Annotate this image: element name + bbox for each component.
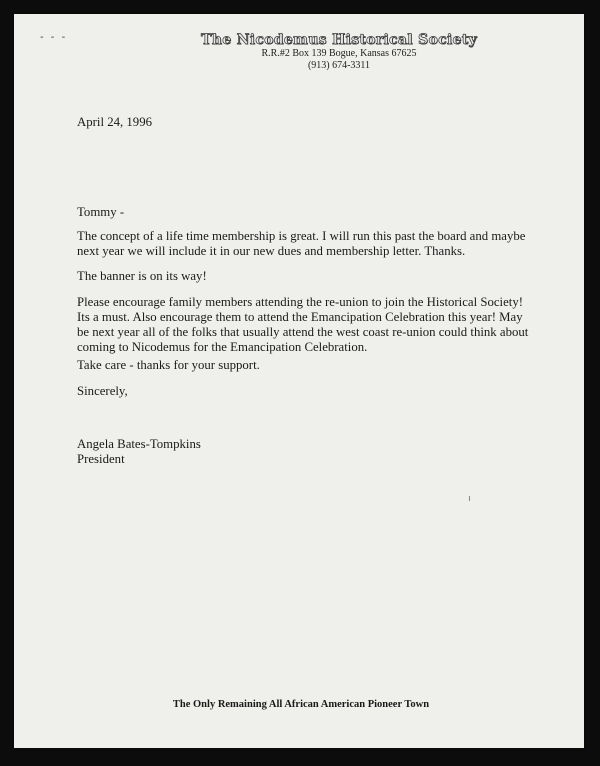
closing: Sincerely,: [77, 384, 128, 398]
signer-name: Angela Bates-Tompkins: [77, 437, 201, 451]
paragraph-thanks: Take care - thanks for your support.: [77, 358, 260, 372]
paragraph-banner: The banner is on its way!: [77, 269, 207, 283]
letterhead: [14, 32, 584, 72]
salutation: Tommy -: [77, 205, 125, 219]
paper-speck: [469, 496, 470, 501]
organization-address: R.R.#2 Box 139 Bogue, Kansas 67625: [261, 48, 417, 59]
paragraph-membership: The concept of a life time membership is great. I will run this past the board and maybe next year we will include it in our new dues and membership letter. Thanks.: [77, 229, 526, 258]
letter-date: April 24, 1996: [77, 115, 153, 129]
organization-phone: (913) 674-3311: [307, 60, 371, 71]
corner-mark: ‑ ‑ ‑: [40, 32, 68, 43]
signature-block: [77, 437, 537, 467]
letter-page: [14, 14, 584, 748]
paragraph-encourage: Please encourage family members attending the re-union to join the Historical Society! Its a must. Also encourage them to attend the Emancipation Celebration this year! May be next year all of the folks that usually attend the west coast re-union could think about coming to Nicodemus for the Emancipation Celebration.: [77, 295, 529, 354]
signer-title: President: [77, 452, 125, 466]
organization-name: The Nicodemus Historical Society: [201, 32, 477, 48]
footer-tagline: The Only Remaining All African American Pioneer Town: [172, 699, 430, 710]
